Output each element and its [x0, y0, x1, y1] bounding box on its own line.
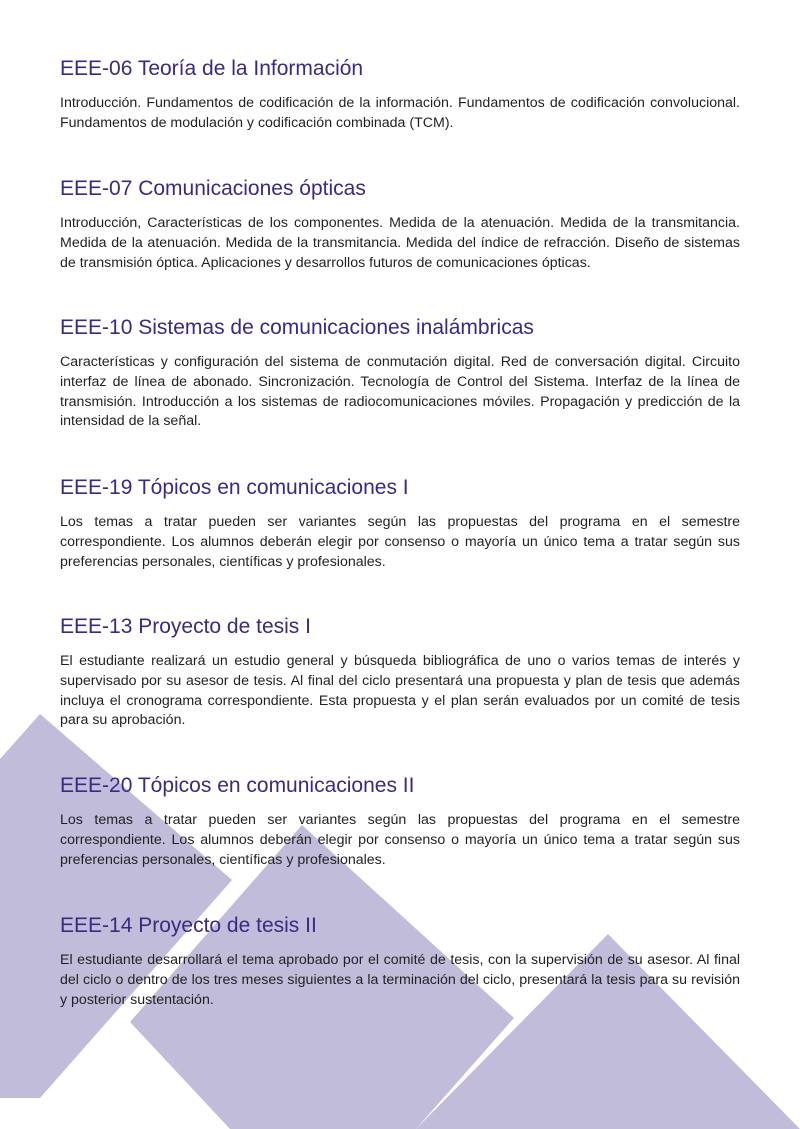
course-description: Los temas a tratar pueden ser variantes según las propuestas del programa en el semestre correspondiente. Los alumnos deberán elegir por consenso o mayoría un único tema a tratar según sus preferencias personales, científicas y profesionales. — [60, 812, 740, 868]
course-description: Características y configuración del sistema de conmutación digital. Red de conversación digital. Circuito interfaz de línea de abonado. Sincronización. Tecnología de Control del Sistema. Interfaz de la línea de transmisión. Introducción a los sistemas de radiocomunicaciones móviles. Propagación y predicción de la intensidad de la señal. — [60, 354, 740, 430]
course-title: EEE-20 Tópicos en comunicaciones II — [60, 774, 415, 797]
course-eee-20 — [60, 773, 740, 870]
course-description: Introducción. Fundamentos de codificación de la información. Fundamentos de codificación convolucional. Fundamentos de modulación y codificación combinada (TCM). — [60, 95, 740, 131]
course-description: El estudiante desarrollará el tema aprobado por el comité de tesis, con la supervisión de su asesor. Al final del ciclo o dentro de los tres meses siguientes a la terminación del ciclo, presentará la tesis para su revisión y posterior sustentación. — [60, 952, 740, 1008]
course-title: EEE-10 Sistemas de comunicaciones inalámbricas — [60, 316, 534, 339]
course-description: El estudiante realizará un estudio general y búsqueda bibliográfica de uno o varios temas de interés y supervisado por su asesor de tesis. Al final del ciclo presentará una propuesta y plan de tesis que además incluya el cronograma correspondiente. Esta propuesta y el plan serán evaluados por un comité de tesis para su aprobación. — [60, 653, 740, 729]
course-description: Introducción, Características de los componentes. Medida de la atenuación. Medida de la transmitancia. Medida de la atenuación. Medida de la transmitancia. Medida del índice de refracción. Diseño de sistemas de transmisión óptica. Aplicaciones y desarrollos futuros de comunicaciones ópticas. — [60, 215, 740, 271]
course-title: EEE-13 Proyecto de tesis I — [60, 615, 311, 638]
course-eee-19 — [60, 475, 740, 572]
course-eee-14 — [60, 913, 740, 1010]
course-title: EEE-19 Tópicos en comunicaciones I — [60, 476, 409, 499]
course-description: Los temas a tratar pueden ser variantes según las propuestas del programa en el semestre correspondiente. Los alumnos deberán elegir por consenso o mayoría un único tema a tratar según sus preferencias personales, científicas y profesionales. — [60, 514, 740, 570]
course-title: EEE-14 Proyecto de tesis II — [60, 914, 317, 937]
course-title: EEE-07 Comunicaciones ópticas — [60, 177, 366, 200]
course-eee-06 — [60, 56, 740, 134]
course-title: EEE-06 Teoría de la Información — [60, 57, 364, 80]
course-eee-13 — [60, 614, 740, 731]
course-eee-10 — [60, 315, 740, 432]
course-eee-07 — [60, 176, 740, 273]
